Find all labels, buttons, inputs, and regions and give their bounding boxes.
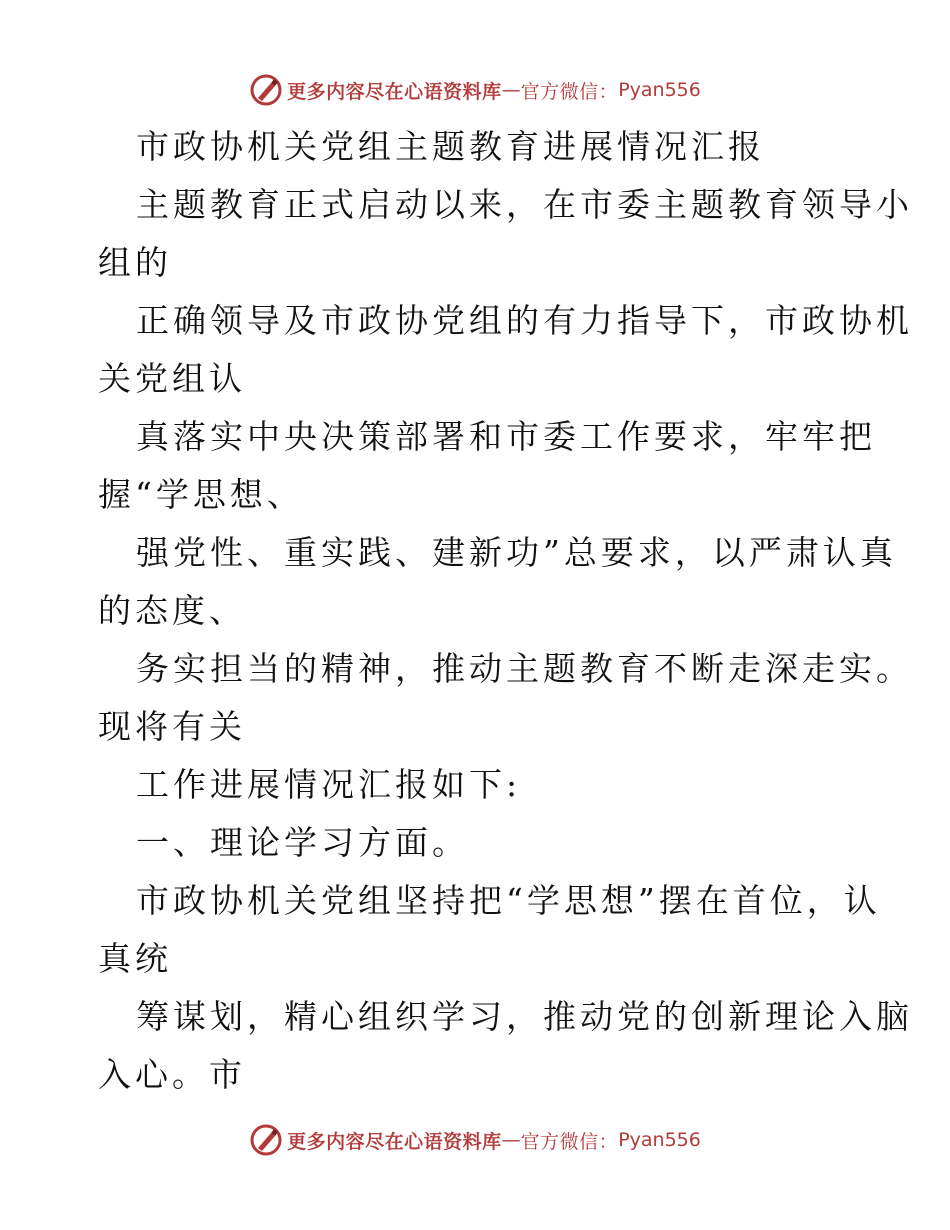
paragraph-line: 真落实中央决策部署和市委工作要求，牢牢把	[136, 417, 876, 456]
brand-text: 更多内容尽在心语资料库	[287, 1130, 502, 1153]
banner-dash: —	[501, 1129, 521, 1151]
wechat-label: 官方微信：	[520, 80, 619, 103]
paragraph-line: 的态度、	[98, 591, 246, 630]
paragraph-line: 关党组认	[98, 359, 246, 398]
document-body	[98, 118, 913, 1104]
paragraph-line: 入心。市	[98, 1055, 246, 1094]
document-title: 市政协机关党组主题教育进展情况汇报	[136, 127, 765, 166]
paragraph-line: 握“学思想、	[98, 475, 304, 514]
paragraph-line: 筹谋划，精心组织学习，推动党的创新理论入脑	[136, 997, 913, 1036]
wechat-label: 官方微信：	[520, 1130, 619, 1153]
wechat-id: Pyan556	[618, 1129, 701, 1151]
pen-circle-logo-icon	[249, 73, 283, 107]
paragraph-line: 真统	[98, 939, 172, 978]
wechat-id: Pyan556	[618, 79, 701, 101]
section-heading: 一、理论学习方面。	[136, 823, 469, 862]
pen-circle-logo-icon	[249, 1123, 283, 1157]
paragraph-line: 工作进展情况汇报如下:	[136, 765, 522, 804]
paragraph-line: 市政协机关党组坚持把“学思想”摆在首位，认	[136, 881, 881, 920]
brand-text: 更多内容尽在心语资料库	[287, 80, 502, 103]
paragraph-line: 强党性、重实践、建新功”总要求，以严肃认真	[136, 533, 897, 572]
paragraph-line: 务实担当的精神，推动主题教育不断走深走实。	[136, 649, 913, 688]
header-banner	[0, 70, 950, 110]
paragraph-line: 主题教育正式启动以来，在市委主题教育领导小	[136, 185, 913, 224]
paragraph-line: 正确领导及市政协党组的有力指导下，市政协机	[136, 301, 913, 340]
banner-dash: —	[501, 79, 521, 101]
footer-banner	[0, 1120, 950, 1160]
paragraph-line: 现将有关	[98, 707, 246, 746]
paragraph-line: 组的	[98, 243, 172, 282]
